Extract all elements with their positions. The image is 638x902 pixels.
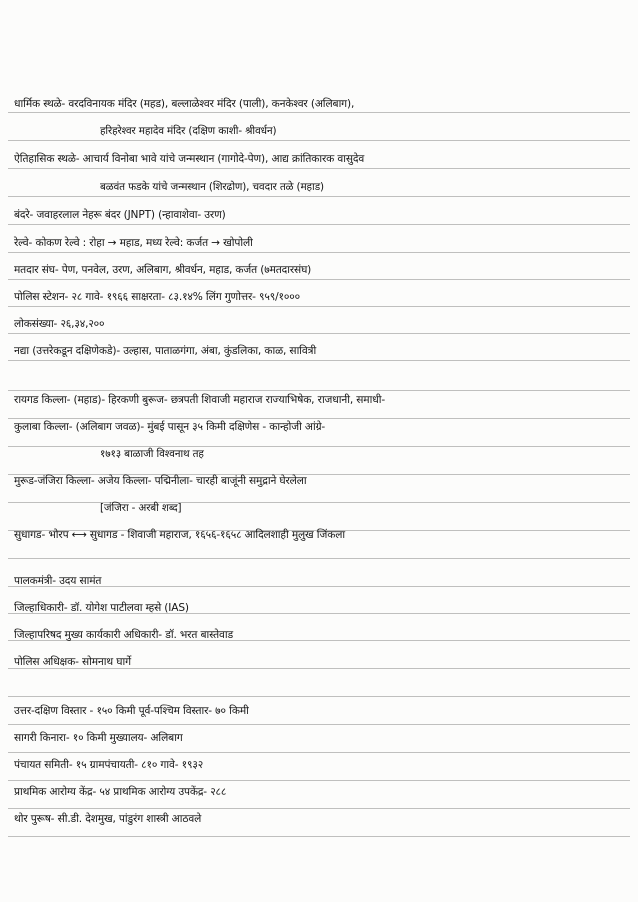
murud-janjira-line: मुरूड-जंजिरा किल्ला- अजेय किल्ला- पद्मिनीला- चारही बाजूंनी समुद्राने घेरलेला: [14, 475, 307, 487]
kulaba-fort-line: कुलाबा किल्ला- (अलिबाग जवळ)- मुंबई पासून ३५ किमी दक्षिणेस - कान्होजी आंग्रे-: [14, 421, 326, 433]
extent-line: उत्तर-दक्षिण विस्तार - १५० किमी पूर्व-पश्चिम विस्तार- ७० किमी: [14, 705, 249, 717]
ruled-line: [8, 390, 630, 391]
ruled-line: [8, 196, 630, 197]
ruled-line: [8, 112, 630, 113]
ruled-line: [8, 252, 630, 253]
police-superintendent-line: पोलिस अधिक्षक- सोमनाथ घार्गे: [14, 656, 131, 668]
janjira-note: [जंजिरा - अरबी शब्द]: [100, 502, 182, 514]
kulaba-fort-continued: १७१३ बाळाजी विश्वनाथ तह: [100, 448, 204, 460]
ruled-line: [8, 168, 630, 169]
railway-line: रेल्वे- कोकण रेल्वे : रोहा → महाड, मध्य रेल्वे: कर्जत → खोपोली: [14, 237, 253, 249]
religious-places-line: धार्मिक स्थळे- वरदविनायक मंदिर (महड), बल्लाळेश्वर मंदिर (पाली), कनकेश्वर (अलिबाग),: [14, 98, 355, 110]
zp-ceo-line: जिल्हापरिषद मुख्य कार्यकारी अधिकारी- डॉ. भरत बास्तेवाड: [14, 629, 233, 641]
ruled-line: [8, 780, 630, 781]
ruled-line: [8, 140, 630, 141]
ruled-line: [8, 333, 630, 334]
ruled-line: [8, 808, 630, 809]
ruled-line: [8, 279, 630, 280]
constituencies-line: मतदार संघ- पेण, पनवेल, उरण, अलिबाग, श्रीवर्धन, महाड, कर्जत (७मतदारसंघ): [14, 264, 312, 276]
ruled-line: [8, 752, 630, 753]
ports-line: बंदरे- जवाहरलाल नेहरू बंदर (JNPT) (न्हावाशेवा- उरण): [14, 209, 226, 221]
ruled-line: [8, 836, 630, 837]
panchayat-line: पंचायत समिती- १५ ग्रामपंचायती- ८१० गावे- १९३२: [14, 759, 204, 771]
notable-persons-line: थोर पुरूष- सी.डी. देशमुख, पांडुरंग शास्त्री आठवले: [14, 813, 202, 825]
ruled-line: [8, 224, 630, 225]
religious-places-continued: हरिहरेश्वर महादेव मंदिर (दक्षिण काशी- श्रीवर्धन): [100, 125, 277, 137]
historical-places-line: ऐतिहासिक स्थळे- आचार्य विनोबा भावे यांचे जन्मस्थान (गागोदे-पेण), आद्य क्रांतिकारक वासुदेव: [14, 153, 365, 165]
historical-places-continued: बळवंत फडके यांचे जन्मस्थान (शिरढोण), चवदार तळे (महाड): [100, 181, 324, 193]
health-centres-line: प्राथमिक आरोग्य केंद्र- ५४ प्राथमिक आरोग्य उपकेंद्र- २८८: [14, 786, 227, 798]
district-stats-line: पोलिस स्टेशन- २८ गावे- १९६६ साक्षरता- ८३.१४% लिंग गुणोत्तर- ९५९/१०००: [14, 291, 300, 303]
ruled-line: [8, 360, 630, 361]
coastline-line: सागरी किनारा- १० किमी मुख्यालय- अलिबाग: [14, 732, 183, 744]
ruled-line: [8, 418, 630, 419]
raigad-fort-line: रायगड किल्ला- (महाड)- हिरकणी बुरूज- छत्रपती शिवाजी महाराज राज्याभिषेक, राजधानी, समाधी-: [14, 394, 385, 406]
ruled-line: [8, 696, 630, 697]
sudhagad-line: सुधागड- भोरप ⟷ सुधागड - शिवाजी महाराज, १६५६-१६५८ आदिलशाही मुलुख जिंकला: [14, 529, 345, 541]
rivers-line: नद्या (उत्तरेकडून दक्षिणेकडे)- उल्हास, पाताळगंगा, अंबा, कुंडलिका, काळ, सावित्री: [14, 345, 317, 357]
guardian-minister-line: पालकमंत्री- उदय सामंत: [14, 575, 102, 587]
ruled-line: [8, 724, 630, 725]
ruled-line: [8, 306, 630, 307]
ruled-line: [8, 558, 630, 559]
collector-line: जिल्हाधिकारी- डॉ. योगेश पाटीलवा म्हसे (IAS): [14, 602, 189, 614]
population-line: लोकसंख्या- २६,३४,२००: [14, 318, 105, 330]
